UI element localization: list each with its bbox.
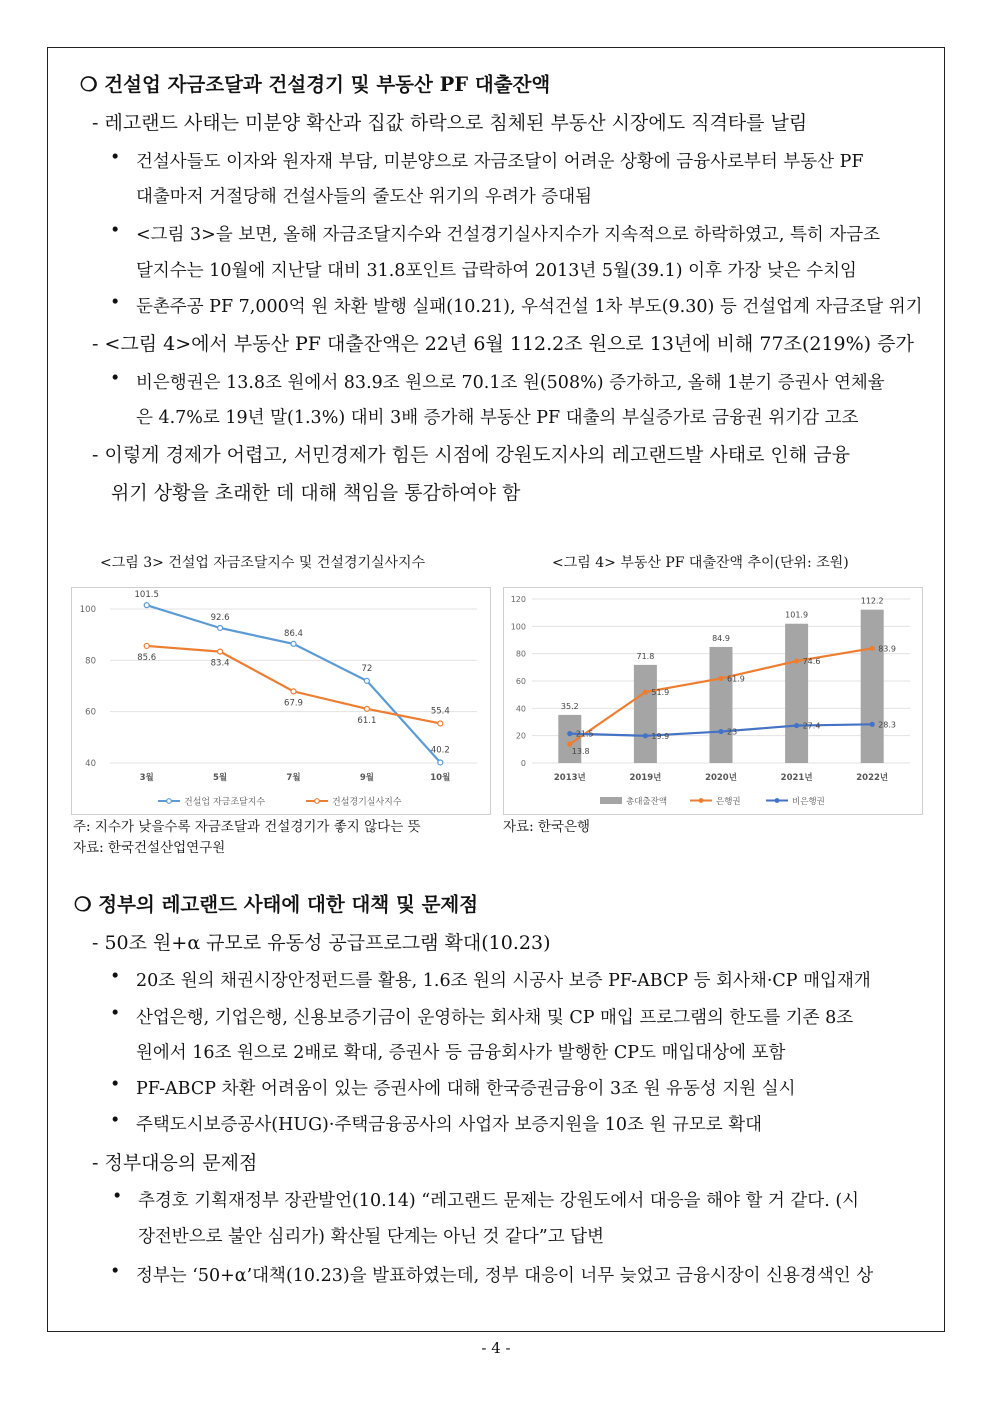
bullet-item-cont: 원에서 16조 원으로 2배로 확대, 증권사 등 금융회사가 발행한 CP도 매입대상에 포함 xyxy=(136,1043,786,1063)
data-label: 61.1 xyxy=(357,715,377,726)
y-tick-label: 100 xyxy=(79,605,96,615)
data-label: 28.3 xyxy=(878,720,897,730)
bar xyxy=(861,610,884,763)
section-heading-2: ❍ 정부의 레고랜드 사태에 대한 대책 및 문제점 xyxy=(74,893,479,916)
bar-label: 112.2 xyxy=(860,596,884,606)
data-point xyxy=(718,676,723,681)
data-label: 67.9 xyxy=(284,698,303,709)
data-point xyxy=(567,742,572,747)
y-tick-label: 0 xyxy=(520,759,526,768)
x-tick-label: 10월 xyxy=(430,773,451,783)
data-point xyxy=(438,760,443,765)
bar xyxy=(710,647,733,763)
data-point xyxy=(870,646,875,651)
bullet-item: • 정부는 ‘50+α’대책(10.23)을 발표하였는데, 정부 대응이 너무 늦었고 금융시장이 신용경색인 상 xyxy=(136,1262,873,1287)
data-point xyxy=(438,721,443,726)
legend-label: 건설경기실사지수 xyxy=(332,797,402,808)
data-label: 92.6 xyxy=(210,612,230,623)
figure3-source: 자료: 한국건설산업연구원 xyxy=(73,840,226,856)
y-tick-label: 120 xyxy=(510,595,526,604)
legend-marker xyxy=(315,799,320,804)
bullet-item: • 산업은행, 기업은행, 신용보증기금이 운영하는 회사채 및 CP 매입 프로그램의 한도를 기존 8조 xyxy=(136,1004,853,1029)
x-tick-label: 5월 xyxy=(213,773,228,783)
bullet-item: • 둔촌주공 PF 7,000억 원 차환 발행 실패(10.21), 우석건설 1차 부도(9.30) 등 건설업계 자금조달 위기 xyxy=(136,293,923,318)
legend-marker xyxy=(167,799,172,804)
bullet-item-cont: 달지수는 10월에 지난달 대비 31.8포인트 급락하여 2013년 5월(39.1) 이후 가장 낮은 수치임 xyxy=(136,261,857,281)
x-tick-label: 3월 xyxy=(139,773,154,783)
y-tick-label: 100 xyxy=(510,622,526,632)
data-label: 40.2 xyxy=(430,745,450,756)
figure3-caption: <그림 3> 건설업 자금조달지수 및 건설경기실사지수 xyxy=(100,555,426,571)
data-label: 13.8 xyxy=(571,747,590,757)
data-point xyxy=(364,678,369,683)
data-point xyxy=(643,733,648,738)
figure3-chart xyxy=(71,587,491,815)
data-label: 85.6 xyxy=(137,652,157,663)
data-label: 27.4 xyxy=(802,721,821,731)
section-heading-1: ❍ 건설업 자금조달과 건설경기 및 부동산 PF 대출잔액 xyxy=(80,73,551,96)
data-label: 51.9 xyxy=(651,688,670,698)
figure3-note: 주: 지수가 낮을수록 자금조달과 건설경기가 좋지 않다는 뜻 xyxy=(73,819,421,835)
x-tick-label: 2022년 xyxy=(856,773,889,783)
bullet-item: • 비은행권은 13.8조 원에서 83.9조 원으로 70.1조 원(508%) 증가하고, 올해 1분기 증권사 연체율 xyxy=(136,369,885,394)
x-tick-label: 2020년 xyxy=(705,773,737,783)
bar-label: 101.9 xyxy=(785,610,809,620)
data-point xyxy=(794,723,799,728)
legend-marker xyxy=(775,798,780,803)
legend-swatch xyxy=(600,797,622,804)
data-point xyxy=(144,643,149,648)
dash-item-5: - 정부대응의 문제점 xyxy=(92,1152,258,1174)
data-point xyxy=(643,689,648,694)
bullet-item: • 건설사들도 이자와 원자재 부담, 미분양으로 자금조달이 어려운 상황에 금융사로부터 부동산 PF xyxy=(136,148,864,173)
bar-label: 35.2 xyxy=(560,701,579,711)
x-tick-label: 9월 xyxy=(359,773,374,783)
x-tick-label: 2013년 xyxy=(553,773,586,783)
data-point xyxy=(291,689,296,694)
data-point xyxy=(718,729,723,734)
data-label: 72 xyxy=(361,663,373,674)
y-tick-label: 60 xyxy=(515,677,526,686)
bullet-item: • 추경호 기획재정부 장관발언(10.14) “레고랜드 문제는 강원도에서 대응을 해야 할 거 같다. (시 xyxy=(138,1187,859,1212)
bullet-item: • 주택도시보증공사(HUG)·주택금융공사의 사업자 보증지원을 10조 원 규모로 확대 xyxy=(136,1111,762,1136)
bullet-item-cont: 장전반으로 불안 심리가) 확산될 단계는 아닌 것 같다”고 답변 xyxy=(138,1227,604,1247)
figure4-chart xyxy=(503,587,923,815)
data-label: 74.6 xyxy=(802,657,821,667)
bullet-item: • 20조 원의 채권시장안정펀드를 활용, 1.6조 원의 시공사 보증 PF-ABCP 등 회사채·CP 매입재개 xyxy=(136,967,871,992)
bullet-item: • PF-ABCP 차환 어려움이 있는 증권사에 대해 한국증권금융이 3조 원 유동성 지원 실시 xyxy=(136,1075,796,1100)
figure4-source: 자료: 한국은행 xyxy=(503,819,591,835)
data-label: 101.5 xyxy=(134,590,159,601)
legend-label: 건설업 자금조달지수 xyxy=(184,797,266,808)
data-point xyxy=(567,731,572,736)
figure4-caption: <그림 4> 부동산 PF 대출잔액 추이(단위: 조원) xyxy=(552,555,849,571)
dash-item-4: - 50조 원+α 규모로 유동성 공급프로그램 확대(10.23) xyxy=(92,932,551,954)
bar-label: 71.8 xyxy=(636,651,655,661)
data-point xyxy=(218,625,223,630)
bar xyxy=(634,665,657,763)
page-number: - 4 - xyxy=(481,1339,511,1357)
data-label: 23 xyxy=(727,727,738,737)
dash-item-2: - <그림 4>에서 부동산 PF 대출잔액은 22년 6월 112.2조 원으로 13년에 비해 77조(219%) 증가 xyxy=(92,333,914,355)
combo-chart xyxy=(504,588,922,814)
data-label: 61.9 xyxy=(727,674,745,684)
circle-marker-icon: ❍ xyxy=(80,73,98,96)
x-tick-label: 2019년 xyxy=(629,773,662,783)
y-tick-label: 40 xyxy=(515,704,526,714)
y-tick-label: 20 xyxy=(515,731,526,741)
y-tick-label: 80 xyxy=(515,649,526,659)
y-tick-label: 40 xyxy=(85,759,96,769)
data-point xyxy=(218,649,223,654)
data-point xyxy=(794,658,799,663)
line-chart xyxy=(72,588,490,814)
data-label: 86.4 xyxy=(284,628,303,639)
bullet-item-cont: 대출마저 거절당해 건설사들의 줄도산 위기의 우려가 증대됨 xyxy=(136,187,592,207)
data-label: 19.9 xyxy=(651,731,670,741)
circle-marker-icon: ❍ xyxy=(74,893,92,916)
legend-label: 은행권 xyxy=(716,797,741,807)
legend-label: 총대출잔액 xyxy=(626,797,668,807)
data-label: 21.5 xyxy=(575,729,594,739)
x-tick-label: 7월 xyxy=(286,773,301,783)
bar xyxy=(785,624,808,763)
bar-label: 84.9 xyxy=(712,633,730,643)
bullet-item-cont: 은 4.7%로 19년 말(1.3%) 대비 3배 증가해 부동산 PF 대출의 부실증가로 금융권 위기감 고조 xyxy=(136,408,859,428)
legend-label: 비은행권 xyxy=(792,797,825,807)
data-label: 55.4 xyxy=(430,706,450,717)
data-point xyxy=(144,603,149,608)
data-label: 83.4 xyxy=(210,658,230,669)
y-tick-label: 80 xyxy=(85,656,96,667)
dash-item-3: - 이렇게 경제가 어렵고, 서민경제가 힘든 시점에 강원도지사의 레고랜드발 사태로 인해 금융 xyxy=(92,444,851,466)
data-point xyxy=(291,641,296,646)
data-point xyxy=(364,706,369,711)
y-tick-label: 60 xyxy=(85,707,96,718)
legend-marker xyxy=(699,798,704,803)
bullet-item: • <그림 3>을 보면, 올해 자금조달지수와 건설경기실사지수가 지속적으로 하락하였고, 특히 자금조 xyxy=(136,221,880,246)
x-tick-label: 2021년 xyxy=(780,773,813,783)
data-point xyxy=(870,722,875,727)
dash-item-3-cont: 위기 상황을 초래한 데 대해 책임을 통감하여야 함 xyxy=(111,482,521,504)
dash-item-1: - 레고랜드 사태는 미분양 확산과 집값 하락으로 침체된 부동산 시장에도 직격타를 날림 xyxy=(92,112,808,134)
data-label: 83.9 xyxy=(878,644,897,654)
